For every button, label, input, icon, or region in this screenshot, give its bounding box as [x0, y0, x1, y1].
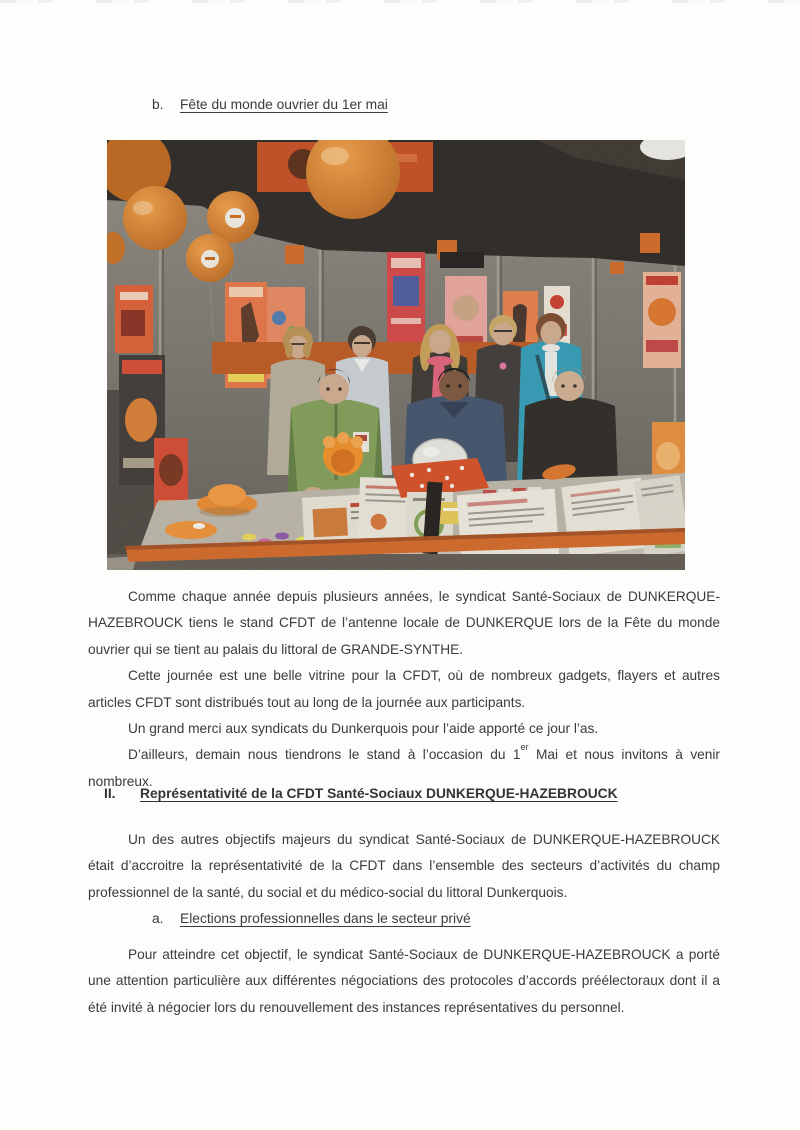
paragraph-pour-atteindre: Pour atteindre cet objectif, le syndicat Santé-Sociaux de DUNKERQUE-HAZEBROUCK a porté une attention particulière aux différentes négociations des protocoles d’accords préélectoraux dont il a été invité à négocier lors du renouvellement des instances représentatives du personnel.: [88, 947, 720, 1015]
heading-fete-du-monde: [152, 95, 388, 115]
paragraph-un-des-autres: Un des autres objectifs majeurs du syndicat Santé-Sociaux de DUNKERQUE-HAZEBROUCK était d’accroitre la représentativité de la CFDT dans l’ensemble des secteurs d’activités du champ professionnel de la santé, du social et du médico-social du littoral Dunkerquois.: [88, 832, 720, 900]
stand-photo: [107, 140, 685, 570]
text-block-fete: [88, 584, 720, 795]
para4-before: D’ailleurs, demain nous tiendrons le stand à l’occasion du 1: [128, 747, 521, 763]
heading-representativite: [104, 784, 618, 804]
heading-label: Représentativité de la CFDT Santé-Sociaux DUNKERQUE-HAZEBROUCK: [140, 786, 618, 801]
para4-after: Mai et nous invitons à venir nombreux.: [88, 747, 720, 789]
paragraph-un-grand-merci: Un grand merci aux syndicats du Dunkerquois pour l’aide apporté ce jour l’as.: [128, 721, 599, 737]
para4-superscript: er: [520, 741, 529, 752]
heading-marker: a.: [152, 911, 164, 926]
text-block-elections: [88, 942, 720, 1021]
heading-marker: II.: [104, 786, 116, 801]
text-block-representativite: [88, 827, 720, 906]
heading-marker: b.: [152, 97, 164, 112]
paragraph-cette-journee: Cette journée est une belle vitrine pour la CFDT, où de nombreux gadgets, flayers et autres articles CFDT sont distribués tout au long de la journée aux participants.: [88, 668, 720, 710]
scan-artifact: [0, 0, 800, 3]
heading-elections: [152, 909, 471, 929]
paragraph-comme-chaque-annee: Comme chaque année depuis plusieurs années, le syndicat Santé-Sociaux de DUNKERQUE-HAZEBROUCK tiens le stand CFDT de l’antenne locale de DUNKERQUE lors de la Fête du monde ouvrier qui se tient au palais du littoral de GRANDE-SYNTHE.: [88, 589, 720, 657]
heading-label: Fête du monde ouvrier du 1er mai: [180, 97, 388, 112]
scan-grain: [107, 140, 685, 570]
heading-label: Elections professionnelles dans le secteur privé: [180, 911, 471, 926]
